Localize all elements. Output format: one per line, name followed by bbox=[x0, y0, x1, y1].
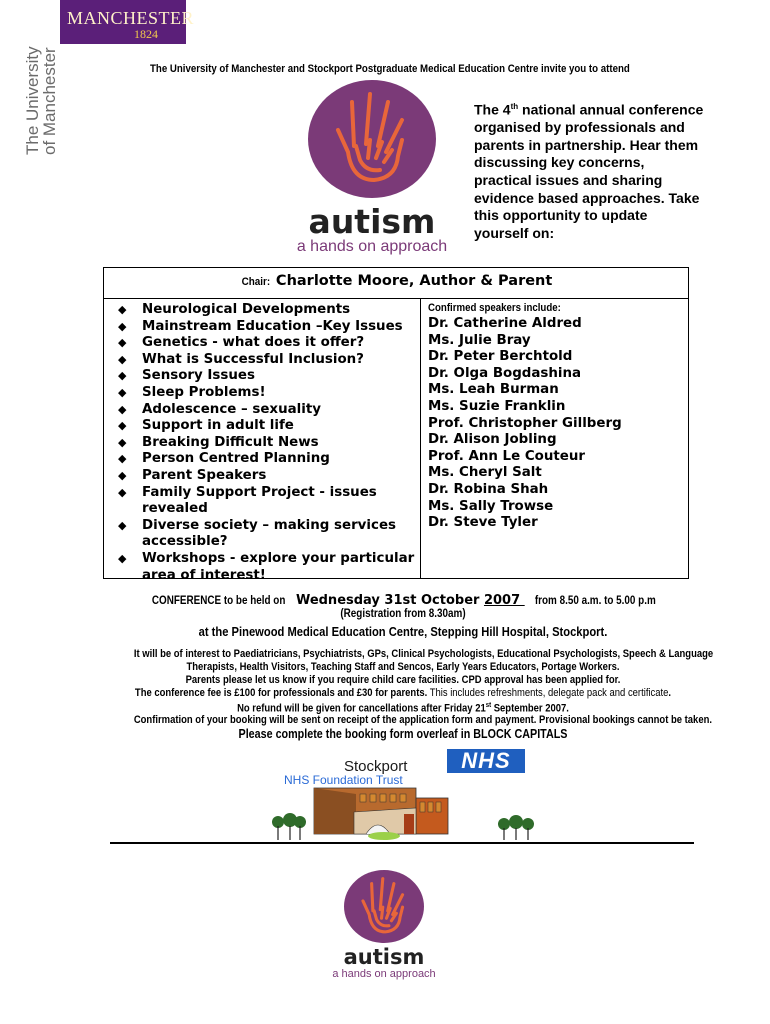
list-item: ◆ Sleep Problems! bbox=[118, 384, 266, 400]
speaker-name: Dr. Steve Tyler bbox=[428, 515, 538, 531]
diamond-bullet-icon: ◆ bbox=[118, 385, 127, 399]
speaker-name: Ms. Sally Trowse bbox=[428, 498, 554, 514]
conference-year: 2007 bbox=[483, 593, 525, 608]
university-logo-word: MANCHESTER bbox=[67, 8, 195, 28]
conference-date-line bbox=[100, 591, 706, 609]
speaker-name: Ms. Cheryl Salt bbox=[428, 465, 542, 481]
speaker-name: Prof. Christopher Gillberg bbox=[428, 415, 622, 431]
info-line-1: It will be of interest to Paediatricians, Psychiatrists, GPs, Clinical Psychologists, Educational Psychologists, Speech & Language bbox=[133, 648, 714, 660]
chair-row bbox=[104, 268, 688, 299]
speaker-name: Ms. Julie Bray bbox=[428, 332, 531, 348]
diamond-bullet-icon: ◆ bbox=[118, 435, 127, 449]
diamond-bullet-icon: ◆ bbox=[118, 369, 127, 383]
autism-logo-tagline: a hands on approach bbox=[296, 238, 448, 255]
hand-circle-icon bbox=[308, 80, 436, 198]
chair-name: Charlotte Moore, Author & Parent bbox=[275, 273, 553, 289]
venue-line bbox=[100, 624, 706, 639]
autism-logo-word: autism bbox=[308, 202, 436, 241]
hand-circle-icon bbox=[344, 870, 424, 943]
conference-time: from 8.50 a.m. to 5.00 p.m bbox=[534, 595, 656, 607]
info-line-2: Therapists, Health Visitors, Teaching Staff and Sencos, Early Years Educators, Portage Workers. bbox=[186, 661, 620, 673]
invite-line: The University of Manchester and Stockport Postgraduate Medical Education Centre invite you to attend bbox=[150, 63, 630, 75]
list-item: ◆ Genetics - what does it offer? bbox=[118, 335, 365, 351]
list-item: ◆ Adolescence – sexuality bbox=[118, 401, 321, 417]
table-divider bbox=[420, 299, 421, 578]
diamond-bullet-icon: ◆ bbox=[118, 352, 127, 366]
list-item: ◆ Neurological Developments bbox=[118, 302, 351, 317]
speaker-name: Ms. Leah Burman bbox=[428, 382, 559, 398]
list-item: ◆ Diverse society – making services accessible? bbox=[118, 517, 396, 550]
conference-date: Wednesday 31st October bbox=[295, 593, 484, 608]
speakers-column bbox=[428, 302, 686, 532]
autism-logo bbox=[282, 80, 462, 255]
autism-logo-word: autism bbox=[343, 945, 425, 969]
list-item: ◆ Support in adult life bbox=[118, 418, 294, 434]
speaker-name: Dr. Catherine Aldred bbox=[428, 316, 582, 331]
university-vertical-text bbox=[24, 46, 58, 155]
info-line-3: Parents please let us know if you require child care facilities. CPD approval has been applied for. bbox=[185, 674, 621, 686]
refund-line: No refund will be given for cancellations after Friday 21st September 2007. bbox=[237, 702, 569, 715]
chair-label: Chair: bbox=[241, 276, 270, 288]
nhs-logo: NHS bbox=[447, 749, 525, 773]
topics-list bbox=[118, 302, 418, 584]
speaker-name: Dr. Olga Bogdashina bbox=[428, 365, 582, 381]
diamond-bullet-icon: ◆ bbox=[118, 468, 127, 482]
autism-logo-bottom bbox=[318, 870, 450, 980]
speaker-name: Ms. Suzie Franklin bbox=[428, 398, 566, 414]
university-vertical-line-1: The University bbox=[23, 46, 42, 155]
speaker-name: Prof. Ann Le Couteur bbox=[428, 448, 586, 464]
intro-part-1: The 4 bbox=[474, 101, 511, 118]
list-item: ◆ Workshops - explore your particular area of interest! bbox=[118, 550, 415, 583]
diamond-bullet-icon: ◆ bbox=[118, 336, 127, 350]
hand-outline-icon bbox=[344, 870, 424, 943]
university-logo-year: 1824 bbox=[134, 27, 158, 41]
horizontal-rule bbox=[110, 842, 694, 844]
speaker-name: Dr. Robina Shah bbox=[428, 481, 549, 497]
info-line-6: Confirmation of your booking will be sent on receipt of the application form and payment. Provisional bookings cannot be taken. bbox=[133, 714, 712, 726]
diamond-bullet-icon: ◆ bbox=[118, 485, 127, 499]
intro-paragraph bbox=[474, 98, 704, 242]
list-item: ◆ What is Successful Inclusion? bbox=[118, 351, 364, 367]
fee-end: . bbox=[668, 687, 672, 699]
programme-table bbox=[103, 267, 689, 583]
diamond-bullet-icon: ◆ bbox=[118, 402, 127, 416]
booking-line: Please complete the booking form overleaf in BLOCK CAPITALS bbox=[238, 727, 568, 741]
registration-text: (Registration from 8.30am) bbox=[340, 608, 466, 620]
diamond-bullet-icon: ◆ bbox=[118, 551, 127, 565]
list-item: ◆ Breaking Difficult News bbox=[118, 434, 319, 450]
diamond-bullet-icon: ◆ bbox=[118, 419, 127, 433]
list-item: ◆ Sensory Issues bbox=[118, 368, 255, 384]
fee-plain: This includes refreshments, delegate pack and certificate bbox=[427, 687, 669, 699]
nhs-stockport-text: Stockport bbox=[344, 758, 408, 775]
registration-line bbox=[100, 608, 706, 620]
list-item: ◆ Parent Speakers bbox=[118, 467, 267, 483]
list-item: ◆ Person Centred Planning bbox=[118, 451, 330, 467]
fee-bold: The conference fee is £100 for professionals and £30 for parents. bbox=[134, 687, 428, 699]
speaker-name: Dr. Peter Berchtold bbox=[428, 349, 573, 365]
diamond-bullet-icon: ◆ bbox=[118, 452, 127, 466]
hospital-building-icon bbox=[266, 784, 540, 842]
speaker-name: Dr. Alison Jobling bbox=[428, 432, 557, 448]
hand-outline-icon bbox=[308, 80, 436, 198]
fee-line bbox=[134, 687, 672, 700]
diamond-bullet-icon: ◆ bbox=[118, 303, 127, 316]
diamond-bullet-icon: ◆ bbox=[118, 319, 127, 333]
diamond-bullet-icon: ◆ bbox=[118, 518, 127, 532]
conference-prefix: CONFERENCE to be held on bbox=[151, 595, 286, 607]
venue-text: at the Pinewood Medical Education Centre, Stepping Hill Hospital, Stockport. bbox=[198, 624, 608, 639]
university-logo bbox=[60, 0, 195, 44]
autism-logo-tagline: a hands on approach bbox=[332, 968, 436, 980]
list-item: ◆ Mainstream Education –Key Issues bbox=[118, 318, 403, 334]
university-vertical-line-2: of Manchester bbox=[40, 47, 59, 155]
speakers-heading: Confirmed speakers include: bbox=[428, 302, 561, 314]
intro-part-2: national annual conference organised by professionals and parents in partnership. Hear them discussing key concerns, practical issues and sharing evidence based approaches. Take this opportunity to update yourself on: bbox=[474, 101, 704, 241]
nhs-trust-text: NHS Foundation Trust bbox=[284, 773, 403, 787]
list-item: ◆ Family Support Project - issues revealed bbox=[118, 484, 377, 517]
intro-sup: th bbox=[510, 102, 519, 111]
